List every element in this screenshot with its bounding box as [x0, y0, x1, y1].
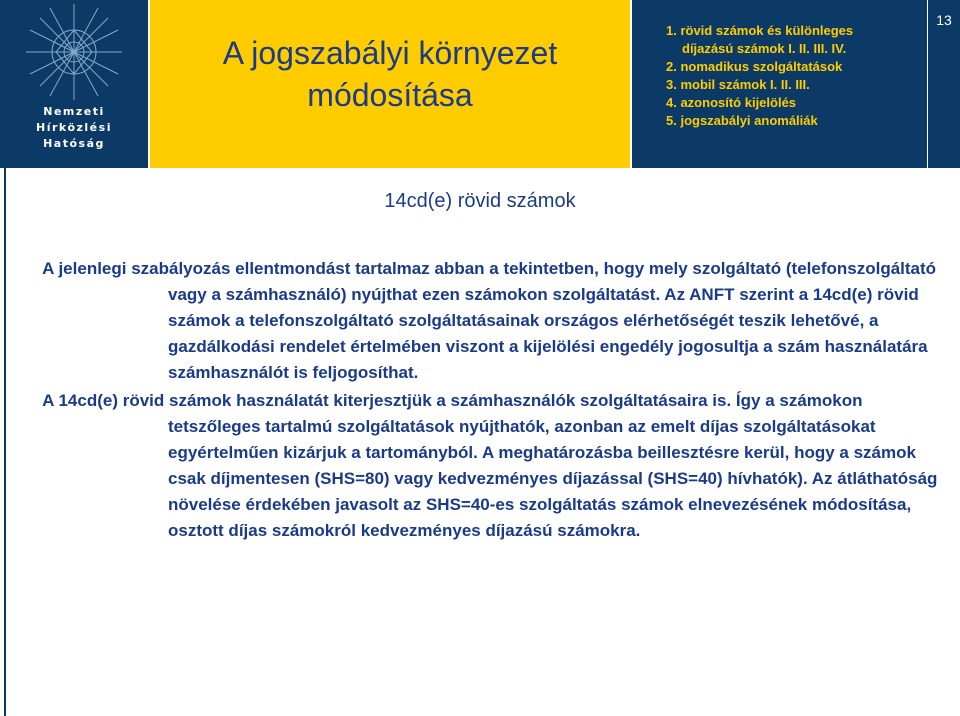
left-border [4, 168, 6, 716]
agenda-item-1-cont: díjazású számok I. II. III. IV. [682, 41, 847, 56]
nhh-logo [0, 0, 148, 168]
agenda-item-1: 1. rövid számok és különleges [666, 23, 854, 38]
slide-header [0, 0, 960, 168]
agenda-item-5: 5. jogszabályi anomáliák [666, 113, 818, 128]
page-number-panel [928, 0, 960, 168]
logo-line-3: Hatóság [43, 137, 105, 150]
problem-text: A jelenlegi szabályozás ellentmondást tartalmaz abban a tekintetben, hogy mely szolgáltató (telefonszolgáltató vagy a számhasználó) nyújthat ezen számokon szolgáltatást. Az ANFT szerint a 14cd(e) rövid számok a telefonszolgáltató szolgáltatásainak országos elérhetőségét teszik lehetővé, a gazdálkodási rendelet értelmében viszont a kijelölési engedély jogosultja a szám használatára számhasználót is feljogosíthat. [42, 259, 937, 382]
header-title: A jogszabályi környezet módosítása [222, 35, 558, 113]
solution-paragraph [38, 388, 938, 544]
slide-title: 14cd(e) rövid számok [384, 190, 576, 212]
agenda-list [666, 22, 853, 130]
logo-line-2: Hírközlési [36, 121, 112, 134]
starburst-logo-icon [8, 2, 140, 102]
agenda-panel [632, 0, 927, 168]
solution-text: A 14cd(e) rövid számok használatát kiterjesztjük a számhasználók szolgáltatásaira is. Így a számokon tetszőleges tartalmú szolgáltatások nyújthatók, azonban az emelt díjas szolgáltatásokat egyértelműen kizárjuk a tartományból. A meghatározásba beillesztésre kerül, hogy a számok csak díjmentesen (SHS=80) vagy kedvezményes díjazással (SHS=40) hívhatók). Az átláthatóság növelése érdekében javasolt az SHS=40-es szolgáltatás számok elnevezésének módosítása, osztott díjas számokról kedvezményes díjazású számokra. [42, 391, 938, 540]
slide-body [38, 256, 938, 544]
agenda-item-3: 3. mobil számok I. II. III. [666, 77, 810, 92]
page-number: 13 [936, 12, 952, 28]
problem-paragraph [38, 256, 938, 386]
logo-line-1: Nemzeti [43, 105, 105, 118]
agenda-item-2: 2. nomadikus szolgáltatások [666, 59, 843, 74]
title-panel [150, 0, 630, 168]
agenda-item-4: 4. azonosító kijelölés [666, 95, 797, 110]
